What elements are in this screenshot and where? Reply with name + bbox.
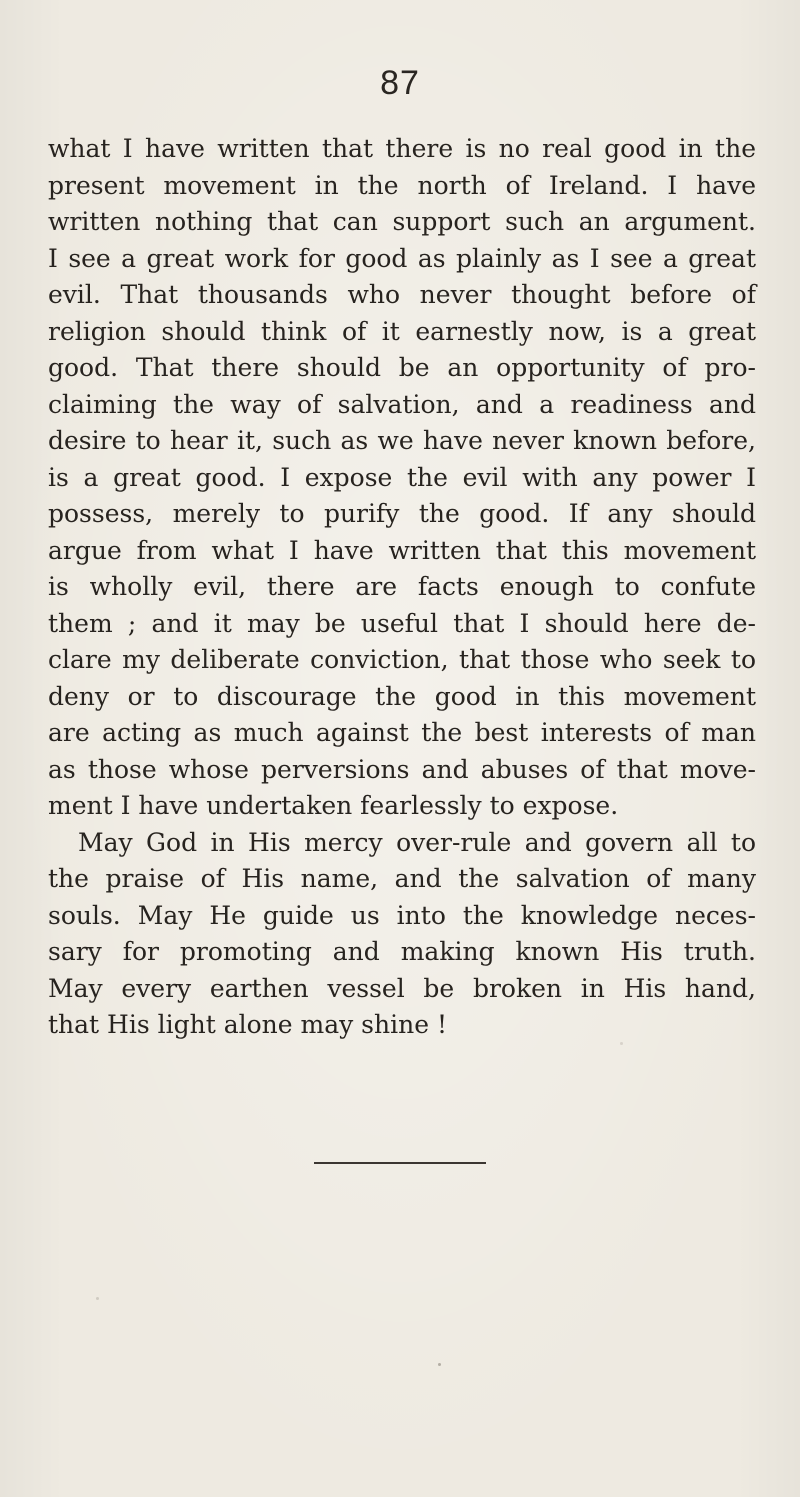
text-line: deny or to discourage the good in this movement	[48, 681, 756, 711]
text-line: that His light alone may shine !	[48, 1010, 447, 1039]
text-line: good. That there should be an opportunity of pro-	[48, 353, 756, 382]
paper-speck	[438, 1363, 441, 1366]
text-line: the praise of His name, and the salvation of many	[48, 864, 756, 893]
text-line: May every earthen vessel be broken in His hand,	[48, 973, 756, 1003]
text-line: what I have written that there is no real good in the	[48, 134, 756, 163]
text-line: ment I have undertaken fearlessly to expose.	[48, 791, 619, 820]
paper-speck	[96, 1297, 99, 1300]
paper-speck	[620, 1042, 623, 1045]
page-number: 87	[380, 64, 420, 102]
text-line: souls. May He guide us into the knowledge neces-	[48, 900, 756, 930]
text-line: evil. That thousands who never thought before of	[48, 280, 756, 309]
text-line: written nothing that can support such an argument.	[48, 207, 756, 236]
text-line: them ; and it may be useful that I should here de-	[48, 608, 756, 638]
text-line: May God in His mercy over-rule and govern all to	[78, 827, 756, 857]
text-line: claiming the way of salvation, and a readiness and	[48, 389, 756, 419]
text-line: religion should think of it earnestly now, is a great	[48, 316, 756, 346]
body-text	[48, 131, 756, 1044]
text-line: desire to hear it, such as we have never known before,	[48, 426, 756, 455]
text-line: argue from what I have written that this movement	[48, 535, 756, 565]
text-line: is wholly evil, there are facts enough to confute	[48, 572, 756, 601]
text-line: sary for promoting and making known His truth.	[48, 937, 756, 966]
section-rule	[314, 1162, 486, 1164]
text-line: is a great good. I expose the evil with any power I	[48, 462, 756, 492]
text-line: are acting as much against the best interests of man	[48, 718, 756, 747]
text-line: as those whose perversions and abuses of that move-	[48, 754, 756, 784]
text-line: possess, merely to purify the good. If any should	[48, 499, 756, 528]
text-line: I see a great work for good as plainly as I see a great	[48, 243, 756, 273]
text-line: present movement in the north of Ireland. I have	[48, 170, 756, 200]
text-line: clare my deliberate conviction, that those who seek to	[48, 645, 756, 674]
